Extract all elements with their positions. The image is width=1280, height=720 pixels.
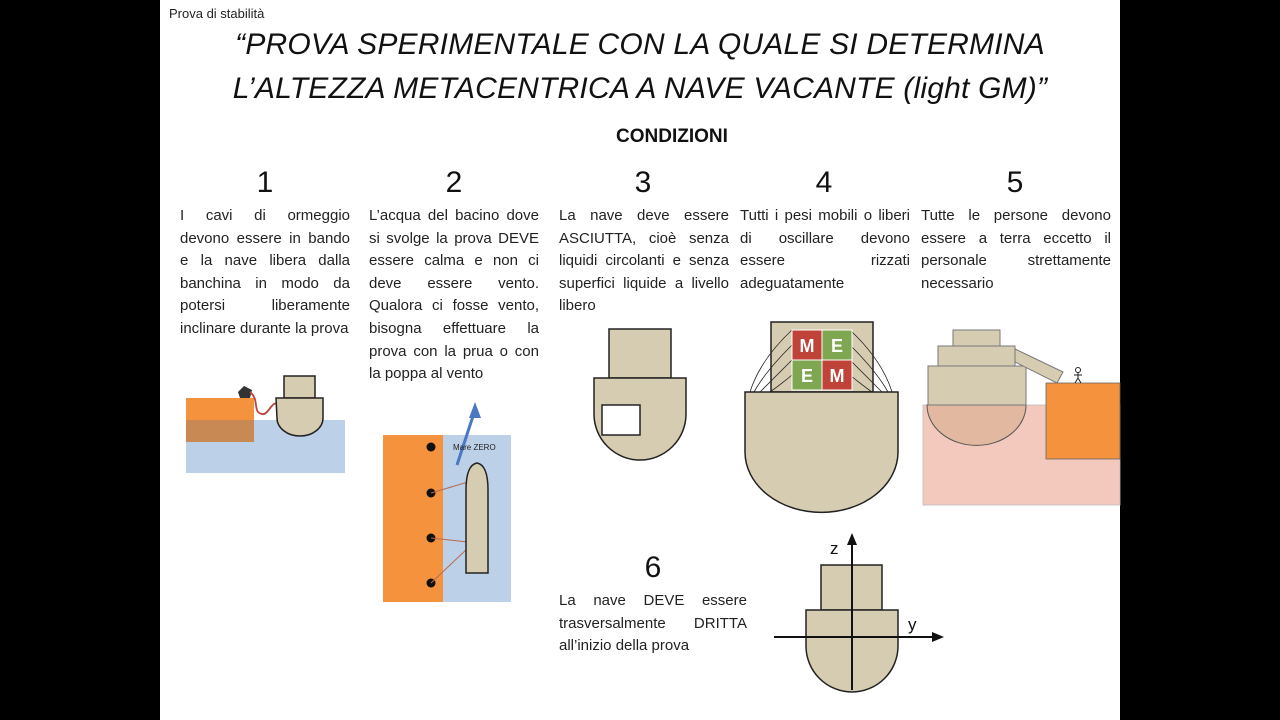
z-axis-label: z: [830, 539, 839, 558]
title-line-2: L’ALTEZZA METACENTRICA A NAVE VACANTE (light GM)”: [232, 72, 1048, 105]
container-letter: E: [800, 366, 814, 386]
condition-number-3: 3: [634, 166, 652, 199]
condition-text-2: L’acqua del bacino dove si svolge la prova DEVE essere calma e non ci deve essere vento. Qualora ci fosse vento, bisogna effettuare la prova con la prua o con la poppa al vento: [369, 207, 539, 383]
condition-number-2: 2: [445, 166, 463, 199]
container-letter: M: [829, 366, 845, 386]
section-header: Prova di stabilità: [169, 6, 265, 21]
condition-number-5: 5: [1006, 166, 1024, 199]
condition-text-4: Tutti i pesi mobili o liberi di oscillare devono essere rizzati adeguatamente: [740, 207, 910, 292]
subtitle: CONDIZIONI: [616, 126, 728, 147]
condition-number-6: 6: [644, 551, 662, 584]
title-line-1: “PROVA SPERIMENTALE CON LA QUALE SI DETERMINA: [235, 28, 1045, 61]
condition-text-1: I cavi di ormeggio devono essere in bando e la nave libera dalla banchina in modo da potersi liberamente inclinare durante la prova: [180, 207, 350, 337]
condition-text-5: Tutte le persone devono essere a terra eccetto il personale strettamente necessario: [921, 207, 1111, 292]
container-letter: E: [830, 336, 844, 356]
y-axis-label: y: [908, 615, 917, 634]
condition-number-4: 4: [815, 166, 833, 199]
condition-number-1: 1: [256, 166, 274, 199]
arrow-right-icon: [932, 632, 944, 642]
condition-text-6: La nave DEVE essere trasversalmente DRITTA all’inizio della prova: [559, 592, 747, 655]
diagram-6-upright-ship: [160, 0, 1120, 720]
wind-label: Mare ZERO: [453, 443, 496, 452]
condition-text-3: La nave deve essere ASCIUTTA, cioè senza liquidi circolanti e senza superfici liquide a livello libero: [559, 207, 729, 315]
arrow-up-icon: [847, 533, 857, 545]
slide: [160, 0, 1120, 720]
container-letter: M: [799, 336, 815, 356]
